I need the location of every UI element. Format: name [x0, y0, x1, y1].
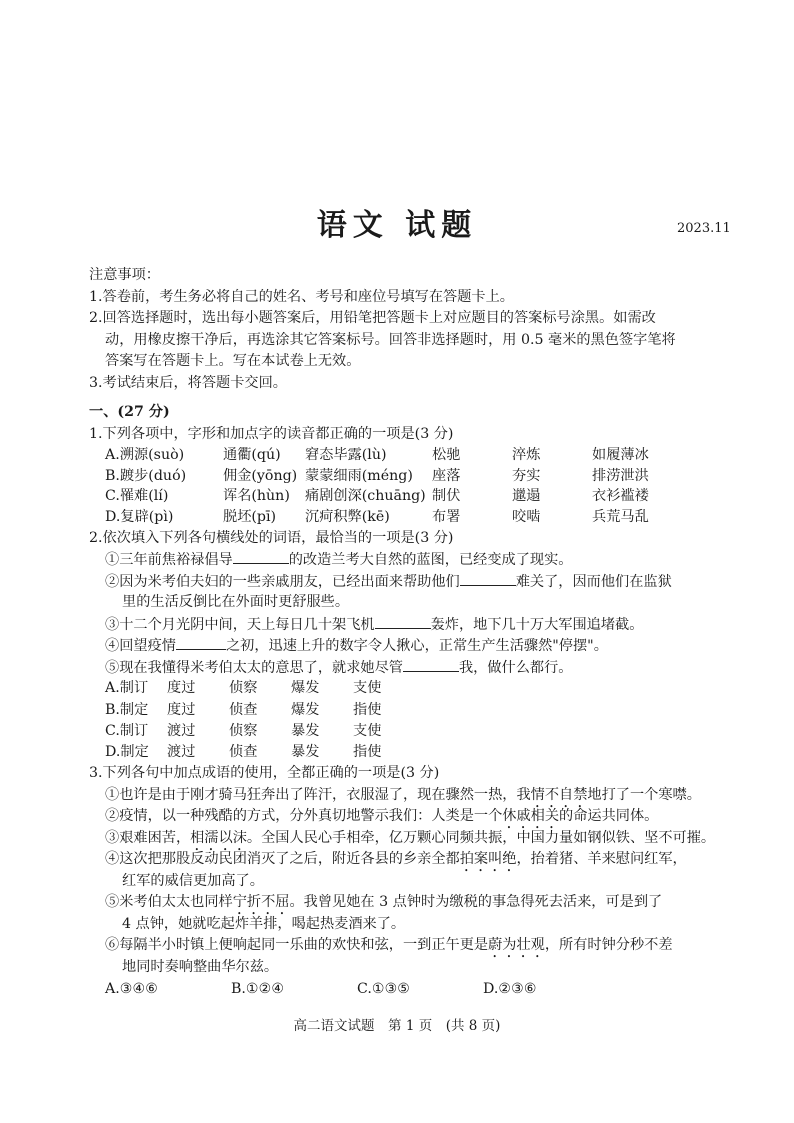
question-2-sentence-2: ②因为米考伯夫妇的一些亲戚朋友，已经出面来帮助他们 难关了，因而他们在监狱	[89, 571, 719, 593]
option-cell: 蒙蒙细雨(méng)	[305, 467, 413, 484]
choice-b: B.①②④	[231, 981, 285, 998]
question-2-option-c: C.制订 渡过 侦察 暴发 支使	[105, 722, 382, 739]
question-2-sentence-3: ③十二个月光阴中间，天上每日几十架飞机 轰炸，地下几十万大军围追堵截。	[89, 614, 719, 636]
question-3-sentence-5-cont: 4 点钟，她就吃起炸羊排，喝起热麦酒来了。	[122, 915, 406, 932]
notice-heading: 注意事项：	[89, 267, 160, 283]
notice-item-2-line-3: 答案写在答题卡上。写在本试卷上无效。	[105, 353, 361, 369]
option-cell: 沉疴积弊(kē)	[305, 509, 390, 526]
option-cell: 制伏	[432, 488, 461, 505]
page-title: 语文 试题	[316, 208, 478, 243]
notice-item-3: 3.考试结束后，将答题卡交回。	[89, 374, 287, 391]
question-3-sentence-6: ⑥每隔半小时镇上便响起同一乐曲的欢快和弦，一到正午更是蔚为壮观，所有时钟分秒不差	[105, 937, 673, 954]
choice-d: D.②③⑥	[483, 981, 537, 998]
option-cell: 布署	[432, 509, 461, 526]
question-3-sentence-4: ④这次把那股反动民团消灭了之后，附近各县的乡亲全都拍案叫绝，抬着猪、羊来慰问红军，	[105, 851, 687, 868]
dotted-idiom: 休戚相关	[502, 808, 560, 825]
notice-item-2-line-2: 动，用橡皮擦干净后，再选涂其它答案标号。回答非选择题时，用 0.5 毫米的黑色签字笔将	[105, 331, 676, 348]
option-cell: 兵荒马乱	[592, 509, 649, 526]
fill-blank	[176, 635, 226, 650]
question-2-sentence-4: ④回望疫情 之初，迅速上升的数字令人揪心，正常生产生活骤然"停摆"。	[89, 635, 719, 657]
option-cell: 窘态毕露(lù)	[305, 447, 387, 463]
notice-item-2-line-1: 2.回答选择题时，选出每小题答案后，用铅笔把答题卡上对应题目的答案标号涂黑。如需改	[89, 310, 656, 326]
option-cell: D.复辟(pì)	[105, 509, 174, 526]
page-footer: 高二语文试题 第 1 页 (共 8 页)	[293, 1018, 501, 1034]
notice-item-1: 1.答卷前，考生务必将自己的姓名、考号和座位号填写在答题卡上。	[89, 288, 514, 305]
option-cell: 脱坯(pī)	[223, 509, 277, 526]
option-cell: 松驰	[432, 447, 461, 463]
dotted-idiom: 蔚为壮观	[488, 937, 545, 954]
dotted-idiom: 相濡以沫	[190, 829, 247, 846]
question-3-sentence-5: ⑤米考伯太太也同样宁折不屈。我曾见她在 3 点钟时为缴税的事急得死去活来，可是到了	[105, 894, 663, 911]
question-2-option-d: D.制定 渡过 侦查 暴发 指使	[105, 744, 382, 761]
option-cell: 淬炼	[512, 447, 541, 463]
option-cell: C.罹难(lí)	[105, 488, 169, 505]
question-2-sentence-2-cont: 里的生活反倒比在外面时更舒服些。	[122, 594, 350, 611]
question-2-stem: 2.依次填入下列各句横线处的词语，最恰当的一项是(3 分)	[89, 529, 454, 546]
question-3-sentence-1: ①也许是由于刚才骑马狂奔出了阵汗，衣服湿了，现在骤然一热，我情不自禁地打了一个寒噤。	[105, 786, 701, 803]
option-cell: 佣金(yōng)	[223, 467, 298, 484]
question-1-stem: 1.下列各项中，字形和加点字的读音都正确的一项是(3 分)	[89, 425, 454, 442]
option-cell: 邋遢	[512, 488, 541, 505]
option-cell: 夯实	[512, 467, 541, 484]
question-3-sentence-4-cont: 红军的威信更加高了。	[122, 872, 264, 889]
fill-blank	[233, 549, 289, 564]
exam-date: 2023.11	[677, 221, 731, 236]
question-1-option-c	[89, 486, 719, 507]
question-3-choices	[89, 978, 719, 1000]
question-3-sentence-3: ③艰难困苦，相濡以沫。全国人民心手相牵，亿万颗心同频共振，中国力量如钢似铁、坚不可摧。	[105, 829, 716, 846]
question-3-stem: 3.下列各句中加点成语的使用，全都正确的一项是(3 分)	[89, 765, 440, 782]
exam-content	[89, 265, 719, 1000]
question-2-sentence-5: ⑤现在我懂得米考伯太太的意思了，就求她尽管 我，做什么都行。	[89, 657, 719, 679]
question-2-option-b: B.制定 度过 侦查 爆发 指使	[105, 701, 382, 718]
section-heading: 一、(27 分)	[89, 404, 170, 420]
question-1-option-d	[89, 507, 719, 528]
question-3-sentence-2: ②疫情，以一种残酷的方式，分外真切地警示我们：人类是一个休戚相关的命运共同体。	[105, 808, 659, 825]
option-cell: 排涝泄洪	[592, 467, 649, 484]
dotted-idiom: 拍案叫绝	[459, 851, 517, 868]
question-3-sentence-6-cont: 地同时奏响整曲华尔兹。	[122, 958, 279, 975]
option-cell: A.溯源(suò)	[105, 447, 185, 463]
option-cell: 诨名(hùn)	[223, 488, 290, 505]
fill-blank	[460, 571, 516, 586]
question-2-sentence-1: ①三年前焦裕禄倡导 的改造兰考大自然的蓝图，已经变成了现实。	[89, 549, 719, 571]
option-cell: B.踱步(duó)	[105, 467, 187, 484]
option-cell: 咬啮	[512, 509, 541, 526]
fill-blank	[375, 614, 431, 629]
option-cell: 痛剧创深(chuāng)	[305, 488, 426, 505]
option-cell: 如履薄冰	[592, 447, 649, 463]
question-1-option-b	[89, 466, 719, 487]
fill-blank	[403, 657, 459, 672]
question-1-option-a	[89, 445, 719, 466]
question-2-option-a: A.制订 度过 侦察 爆发 支使	[105, 680, 382, 697]
choice-a: A.③④⑥	[105, 981, 158, 998]
choice-c: C.①③⑤	[357, 981, 411, 998]
option-cell: 座落	[432, 467, 461, 484]
dotted-idiom: 宁折不屈	[232, 894, 290, 911]
dotted-idiom: 情不自禁	[530, 786, 588, 803]
option-cell: 通衢(qú)	[223, 447, 281, 463]
option-cell: 衣衫褴褛	[592, 488, 649, 505]
